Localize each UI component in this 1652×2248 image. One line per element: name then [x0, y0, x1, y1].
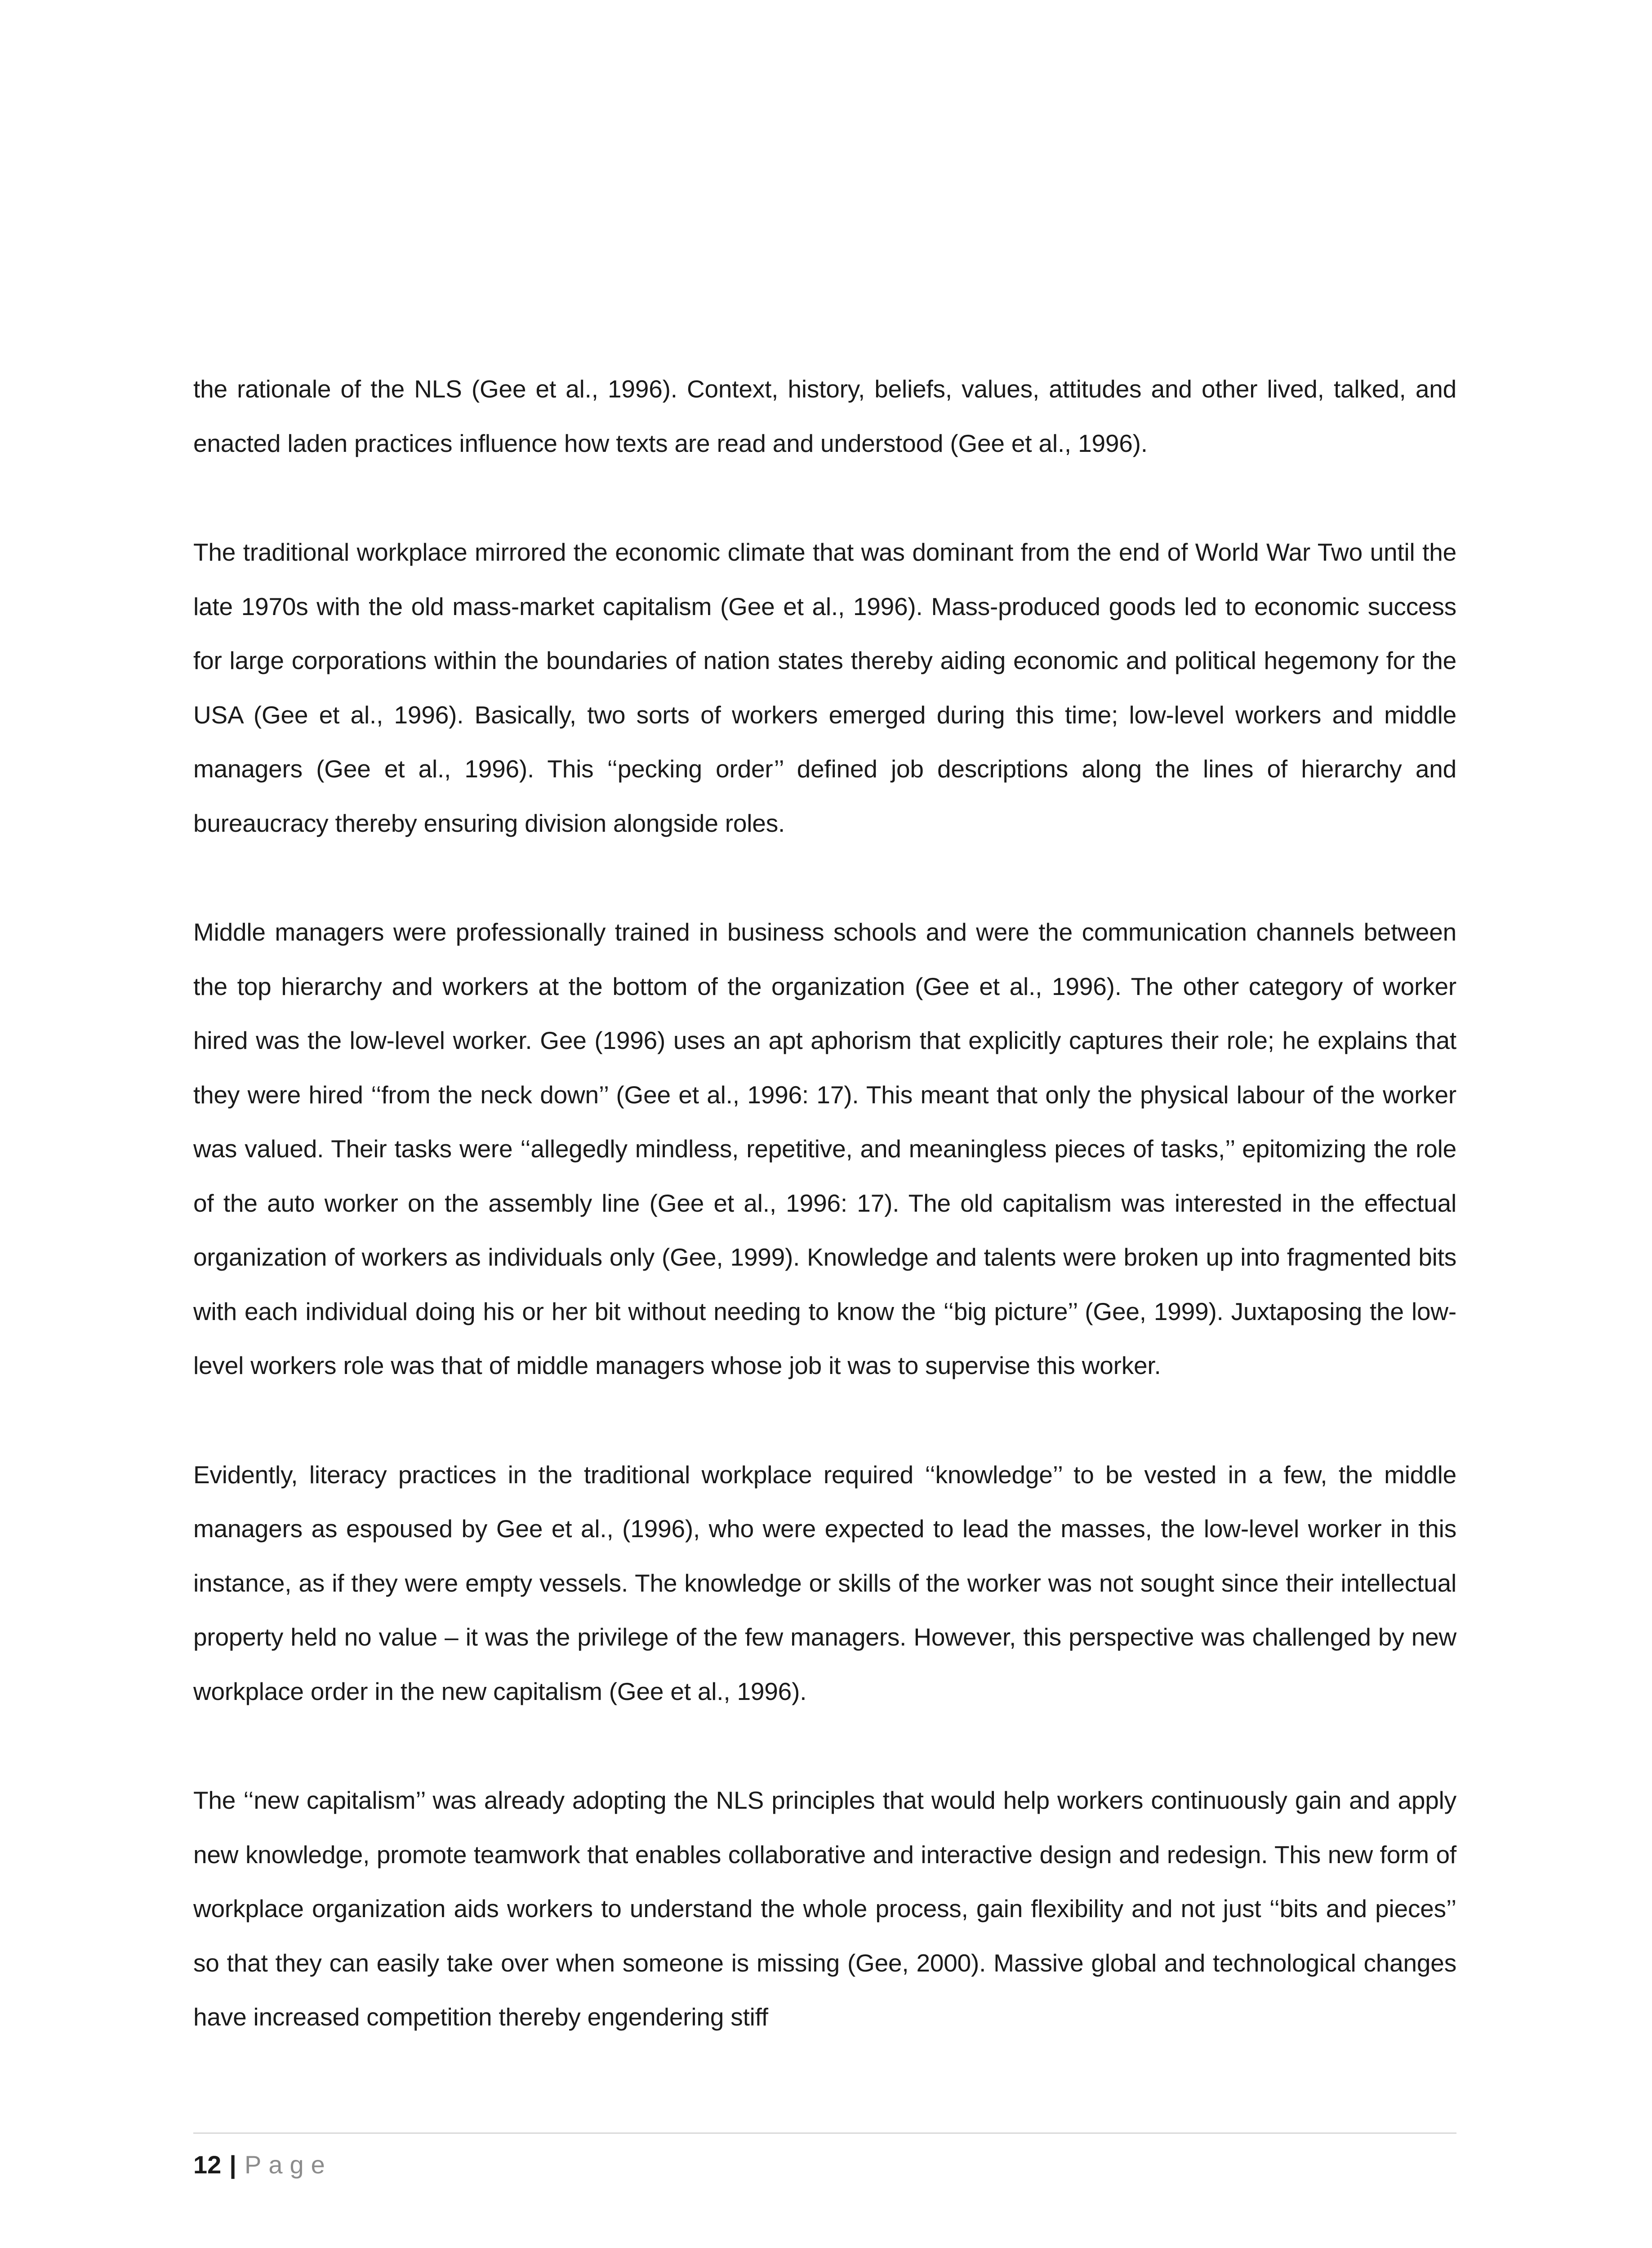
page-label: Page	[244, 2150, 332, 2179]
page-number: 12	[193, 2150, 222, 2179]
paragraph-1: the rationale of the NLS (Gee et al., 1996). Context, history, beliefs, values, attitudes and other lived, talked, and enacted laden practices influence how texts are read and understood (Gee et al., 1996).	[193, 375, 1456, 457]
paragraph-2: The traditional workplace mirrored the economic climate that was dominant from the end of World War Two until the late 1970s with the old mass-market capitalism (Gee et al., 1996). Mass-produced goods led to economic success for large corporations within the boundaries of nation states thereby aiding economic and political hegemony for the USA (Gee et al., 1996). Basically, two sorts of workers emerged during this time; low-level workers and middle managers (Gee et al., 1996). This ‘‘pecking order’’ defined job descriptions along the lines of hierarchy and bureaucracy thereby ensuring division alongside roles.	[193, 538, 1456, 837]
paragraph-5: The ‘‘new capitalism’’ was already adopting the NLS principles that would help workers continuously gain and apply new knowledge, promote teamwork that enables collaborative and interactive design and redesign. This new form of workplace organization aids workers to understand the whole process, gain flexibility and not just ‘‘bits and pieces’’ so that they can easily take over when someone is missing (Gee, 2000). Massive global and technological changes have increased competition thereby engendering stiff	[193, 1786, 1456, 2031]
footer-divider	[193, 2132, 1456, 2134]
page-footer	[193, 2149, 332, 2181]
paragraph-4: Evidently, literacy practices in the traditional workplace required ‘‘knowledge’’ to be vested in a few, the middle managers as espoused by Gee et al., (1996), who were expected to lead the masses, the low-level worker in this instance, as if they were empty vessels. The knowledge or skills of the worker was not sought since their intellectual property held no value – it was the privilege of the few managers. However, this perspective was challenged by new workplace order in the new capitalism (Gee et al., 1996).	[193, 1460, 1456, 1705]
footer-separator: |	[229, 2150, 236, 2179]
paragraph-3: Middle managers were professionally trained in business schools and were the communication channels between the top hierarchy and workers at the bottom of the organization (Gee et al., 1996). The other category of worker hired was the low-level worker. Gee (1996) uses an apt aphorism that explicitly captures their role; he explains that they were hired ‘‘from the neck down’’ (Gee et al., 1996: 17). This meant that only the physical labour of the worker was valued. Their tasks were ‘‘allegedly mindless, repetitive, and meaningless pieces of tasks,’’ epitomizing the role of the auto worker on the assembly line (Gee et al., 1996: 17). The old capitalism was interested in the effectual organization of workers as individuals only (Gee, 1999). Knowledge and talents were broken up into fragmented bits with each individual doing his or her bit without needing to know the ‘‘big picture’’ (Gee, 1999). Juxtaposing the low-level workers role was that of middle managers whose job it was to supervise this worker.	[193, 918, 1456, 1379]
body-text	[193, 362, 1456, 2044]
